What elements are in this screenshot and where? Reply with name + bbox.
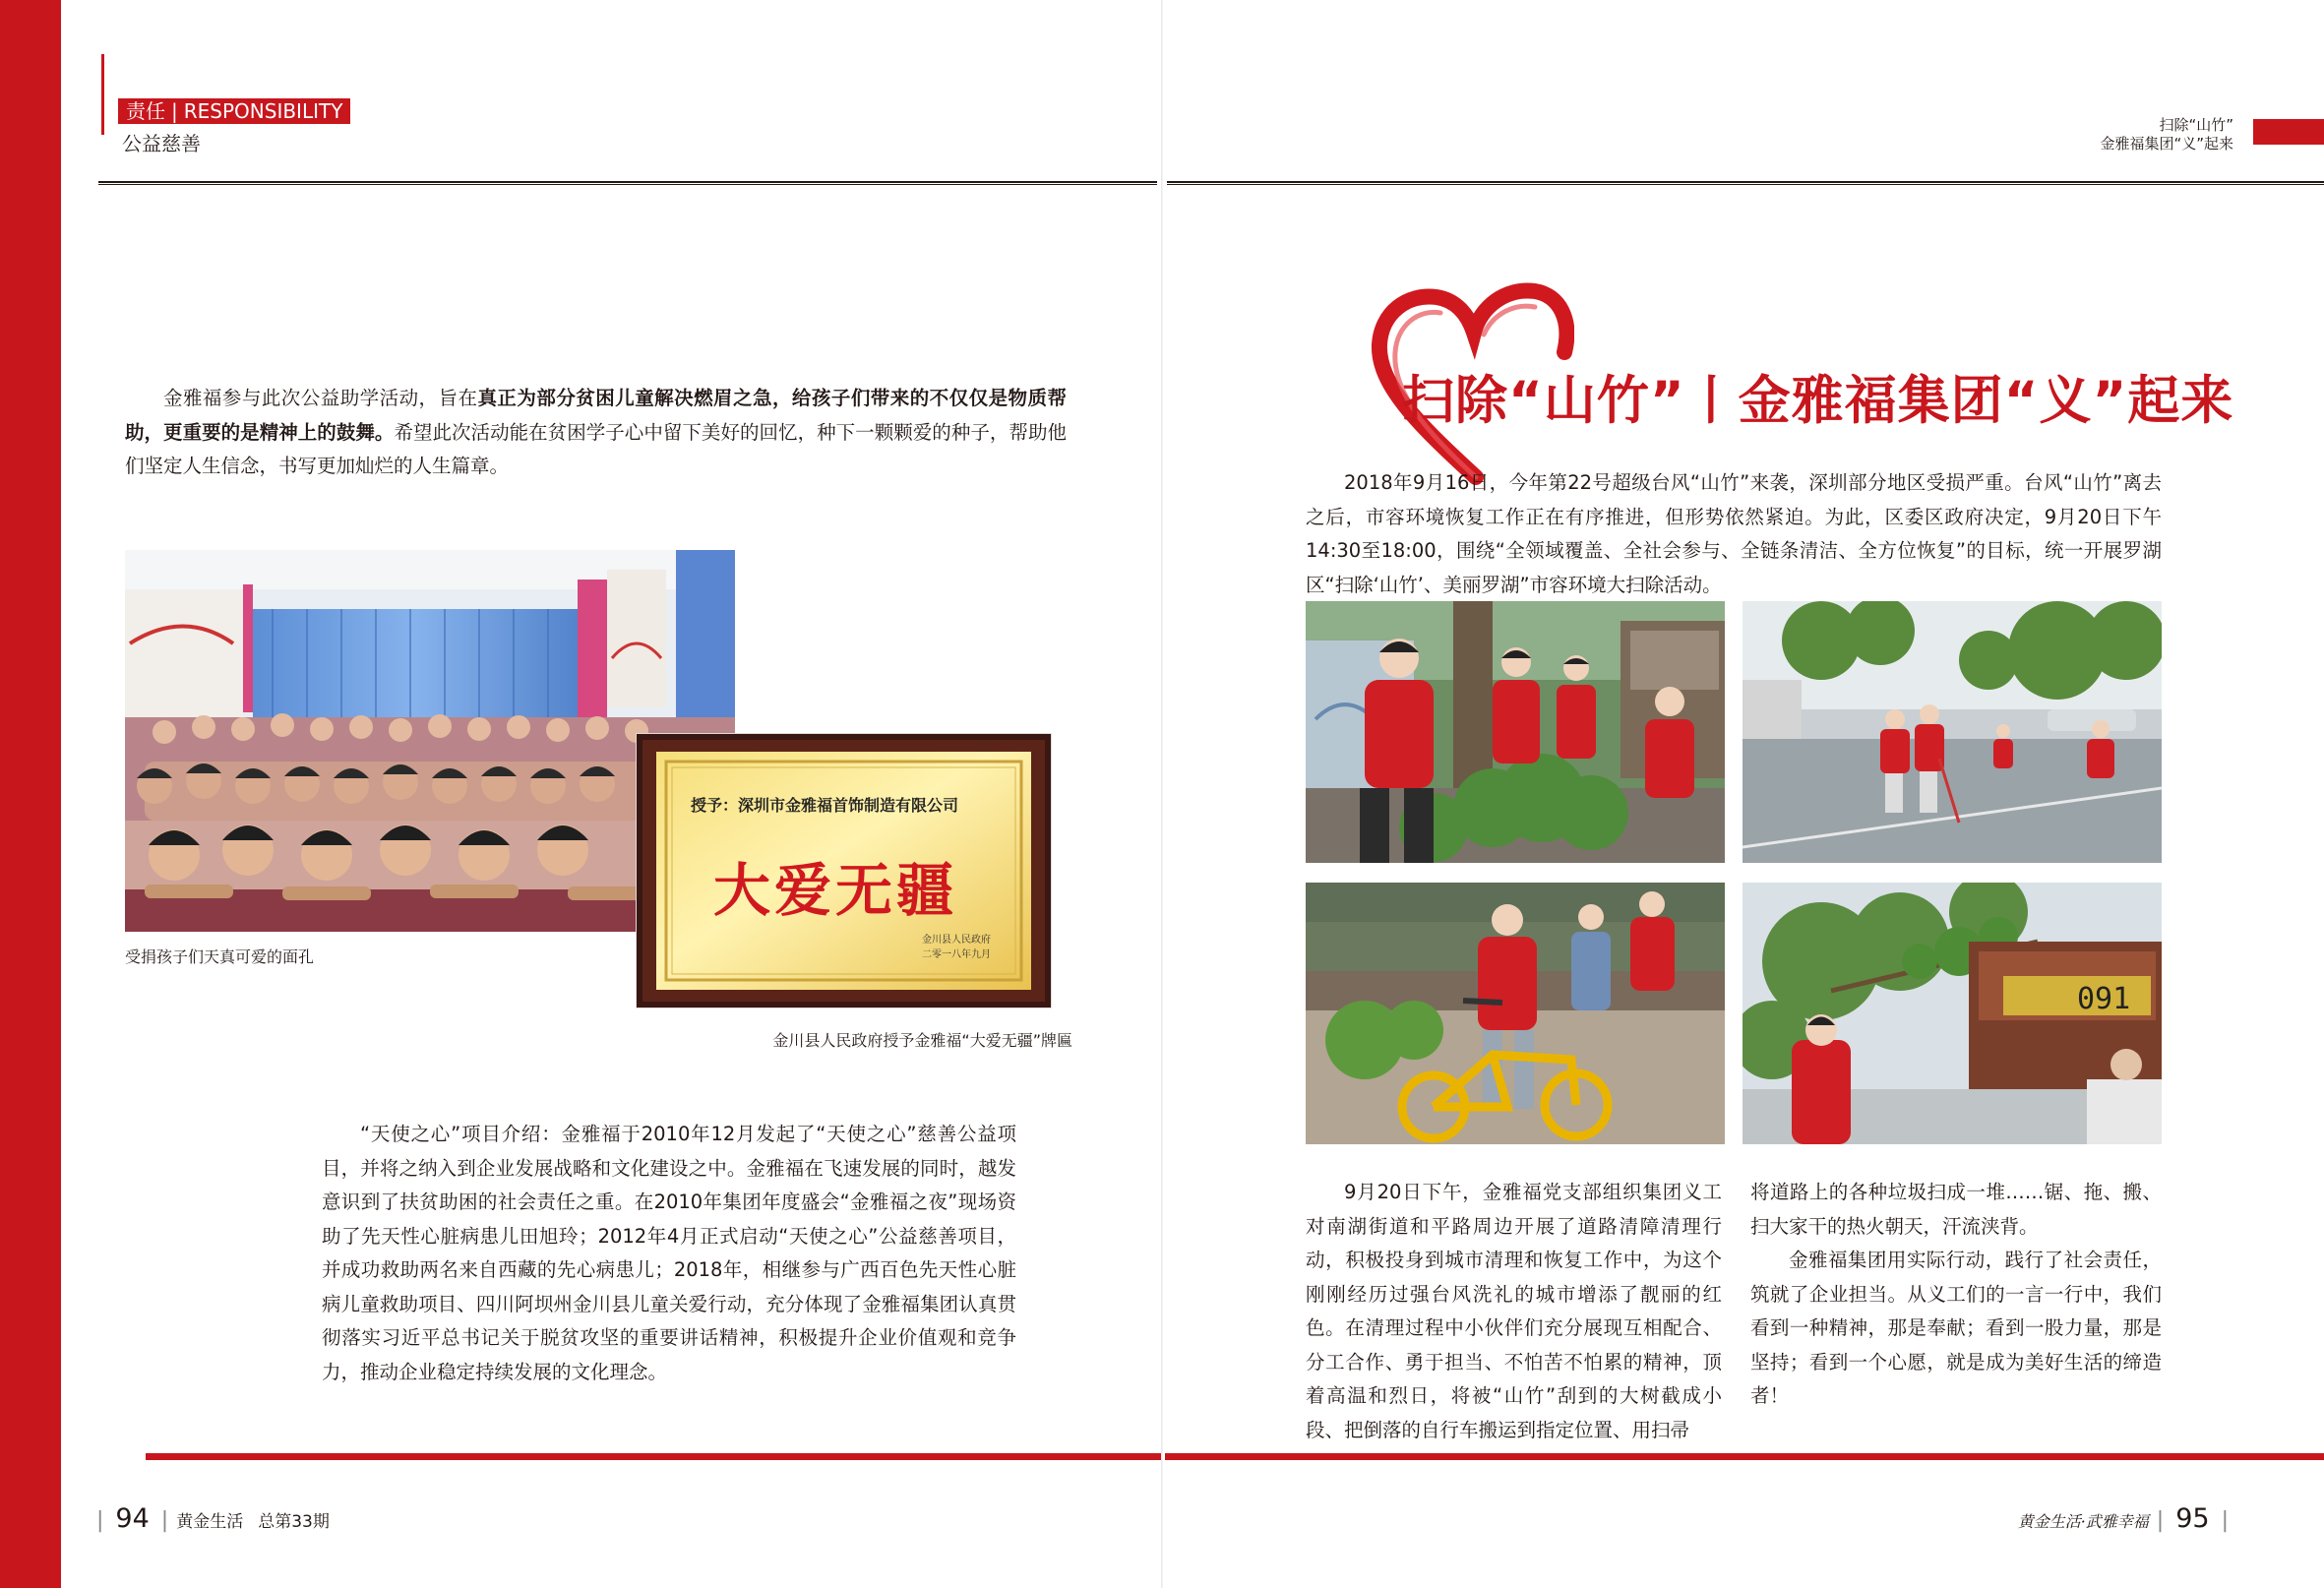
article-column-right: [1750, 1176, 2162, 1414]
footer-rule-right: [1165, 1453, 2324, 1460]
footer-left-pipe-1: |: [96, 1508, 104, 1533]
header-right-red-block: [2253, 119, 2324, 145]
footer-right: [1889, 1503, 2229, 1534]
section-subtitle: 公益慈善: [122, 132, 201, 155]
plaque-issuer: 金川县人民政府: [922, 935, 991, 946]
column-left-paragraph: 9月20日下午，金雅福党支部组织集团义工对南湖街道和平路周边开展了道路清障清理行动，积极投身到城市清理和恢复工作中，为这个刚刚经历过强台风洗礼的城市增添了靓丽的红色。在清理过程中小伙伴们充分展现互相配合、分工合作、勇于担当、不怕苦不怕累的精神，顶着高温和烈日，将被“山竹”刮到的大树截成小段、把倒落的自行车搬运到指定位置、用扫帚: [1306, 1181, 1722, 1441]
plaque-issuer-block: [902, 931, 1010, 960]
running-head-line-2: 金雅福集团“义”起来: [2100, 135, 2233, 153]
truck-plate: 091: [2077, 982, 2131, 1016]
plaque-date: 二零一八年九月: [922, 949, 991, 960]
article-title: 扫除“山竹”丨金雅福集团“义”起来: [1402, 371, 2234, 431]
footer-rule-left: [146, 1453, 1161, 1460]
page-number-left: 94: [115, 1503, 150, 1534]
footer-left: [96, 1503, 330, 1534]
plaque-photo: [637, 734, 1051, 1008]
caption-plaque-photo: 金川县人民政府授予金雅福“大爱无疆”牌匾: [772, 1031, 1072, 1050]
section-tag: [118, 98, 350, 124]
right-intro-paragraph: 2018年9月16日，今年第22号超级台风“山竹”来袭，深圳部分地区受损严重。台风“山竹”离去之后，市容环境恢复工作正在有序推进，但形势依然紧迫。为此，区委区政府决定，9月20日下午14:30至18:00，围绕“全领域覆盖、全社会参与、全链条清洁、全方位恢复”的目标，统一开展罗湖区“扫除‘山竹’、美丽罗湖”市容环境大扫除活动。: [1306, 471, 2162, 596]
photo-volunteers-sweeping-road: [1743, 601, 2162, 863]
header-rule-right: [1167, 181, 2324, 185]
header-rule-left: [98, 181, 1157, 185]
left-intro-paragraph: [125, 382, 1067, 484]
column-right-paragraph-1: 将道路上的各种垃圾扫成一堆……锯、拖、搬、扫大家干的热火朝天，汗流浃背。: [1750, 1181, 2162, 1238]
project-intro-paragraph: “天使之心”项目介绍：金雅福于2010年12月发起了“天使之心”慈善公益项目，并将之纳入到企业发展战略和文化建设之中。金雅福在飞速发展的同时，越发意识到了扶贫助困的社会责任之重。在2010年集团年度盛会“金雅福之夜”现场资助了先天性心脏病患儿田旭玲；2012年4月正式启动“天使之心”公益慈善项目，并成功救助两名来自西藏的先心病患儿；2018年，相继参与广西百色先天性心脏病儿童救助项目、四川阿坝州金川县儿童关爱行动，充分体现了金雅福集团认真贯彻落实习近平总书记关于脱贫攻坚的重要讲话精神，积极提升企业价值观和竞争力，推动企业稳定持续发展的文化理念。: [322, 1123, 1016, 1383]
page-spine: [1161, 0, 1163, 1588]
section-tag-separator: |: [171, 99, 178, 123]
plaque-recipient: 授予：深圳市金雅福首饰制造有限公司: [691, 796, 959, 815]
section-tag-en: RESPONSIBILITY: [183, 99, 343, 123]
footer-right-pipe-2: |: [2221, 1508, 2229, 1533]
magazine-name: 黄金生活: [176, 1512, 244, 1532]
page-number-right: 95: [2175, 1503, 2210, 1534]
footer-right-pipe-1: |: [2156, 1508, 2165, 1533]
left-intro-bold: 真正为部分贫困儿童解决燃眉之急，给孩子们带来的不仅仅是物质帮助，更重要的是精神上的鼓舞。: [125, 387, 1067, 444]
left-red-strip: [0, 0, 61, 1588]
column-right-paragraph-2: 金雅福集团用实际行动，践行了社会责任，筑就了企业担当。从义工们的一言一行中，我们看到一种精神，那是奉献；看到一股力量，那是坚持；看到一个心愿，就是成为美好生活的缔造者！: [1750, 1249, 2162, 1407]
left-intro-part-2: 希望此次活动能在贫困学子心中留下美好的回忆，种下一颗颗爱的种子，帮助他们坚定人生信念，书写更加灿烂的人生篇章。: [125, 420, 1067, 477]
caption-children-photo: 受捐孩子们天真可爱的面孔: [125, 947, 315, 966]
article-column-left: [1306, 1176, 1722, 1447]
footer-left-pipe-2: |: [160, 1508, 169, 1533]
magazine-slogan: 黄金生活·武雅幸福: [2017, 1512, 2149, 1531]
photo-volunteers-loading-truck: [1743, 883, 2162, 1144]
photo-volunteers-clearing-branches: [1306, 601, 1725, 863]
running-head-right: [1948, 116, 2233, 153]
header-left-accent-bar: [101, 54, 104, 135]
photo-volunteers-moving-bicycle: [1306, 883, 1725, 1144]
magazine-issue: 总第33期: [258, 1512, 330, 1532]
running-head-line-1: 扫除“山竹”: [2159, 116, 2233, 134]
left-intro-part-1: 金雅福参与此次公益助学活动，旨在: [163, 387, 478, 409]
plaque-motto: 大爱无疆: [713, 857, 958, 924]
section-tag-cn: 责任: [126, 99, 165, 123]
